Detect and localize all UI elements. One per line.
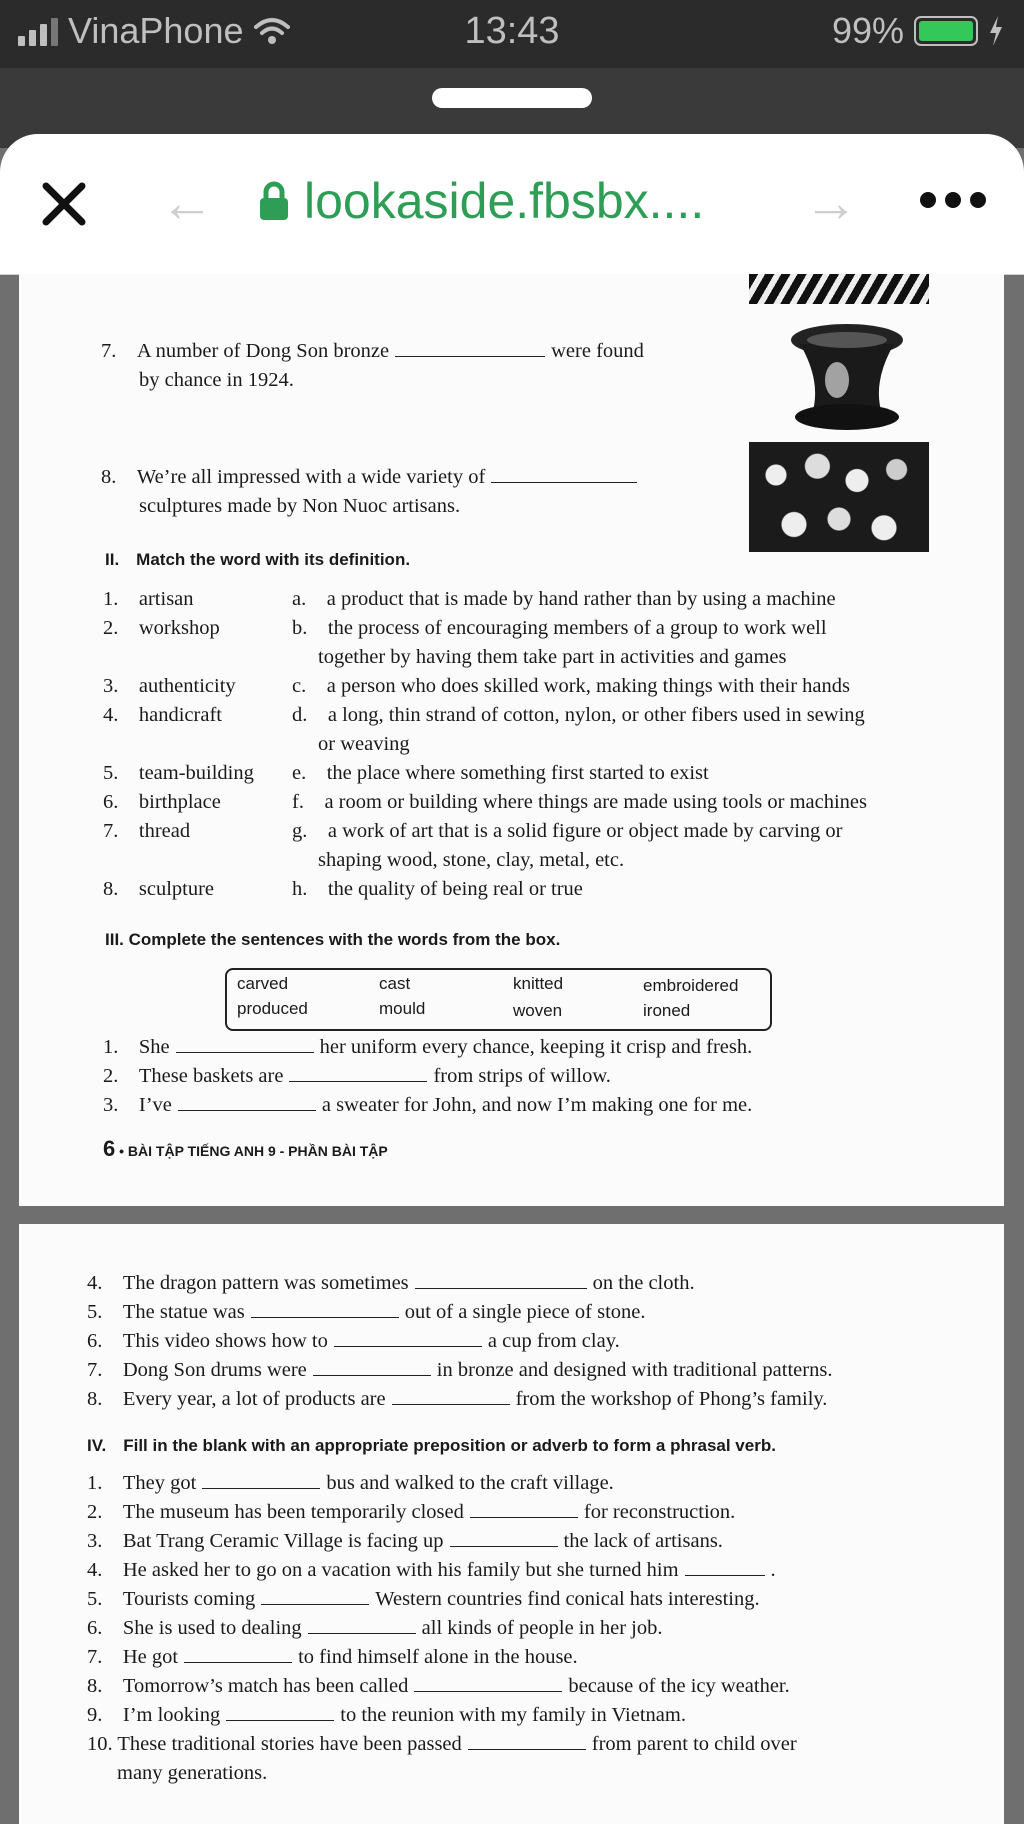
sentence-end: . — [770, 1559, 776, 1581]
box-word: cast — [379, 974, 411, 993]
exercise-sentence — [87, 1328, 620, 1354]
answer-blank — [176, 1036, 314, 1053]
sentence-start: 5. Tourists coming — [87, 1588, 256, 1610]
sentence-8-text: 8. We’re all impressed with a wide variety of — [101, 466, 486, 488]
match-word: 6. birthplace — [103, 791, 221, 813]
match-word: 8. sculpture — [103, 878, 215, 900]
sentence-7-line2: by chance in 1924. — [139, 369, 294, 391]
answer-blank — [395, 340, 545, 357]
sentence-end: to the reunion with my family in Vietnam. — [340, 1704, 686, 1726]
match-word: 4. handicraft — [103, 704, 222, 726]
answer-blank — [685, 1559, 765, 1576]
match-definition: a. a product that is made by hand rather than by using a machine — [292, 588, 836, 610]
browser-toolbar — [0, 134, 1024, 275]
sentence-end: her uniform every chance, keeping it crisp and fresh. — [319, 1036, 753, 1058]
more-icon — [920, 192, 936, 208]
answer-blank — [450, 1530, 558, 1547]
sentence-start: 8. Tomorrow’s match has been called — [87, 1675, 409, 1697]
sentence-end: a cup from clay. — [487, 1330, 620, 1352]
exercise-sentence — [103, 1063, 611, 1089]
sentence-end: to find himself alone in the house. — [298, 1646, 578, 1668]
sentence-start: 3. Bat Trang Ceramic Village is facing up — [87, 1530, 444, 1552]
answer-blank — [468, 1733, 586, 1750]
sentence-end: out of a single piece of stone. — [404, 1301, 646, 1323]
url-text: lookaside.fbsbx.... — [304, 173, 705, 229]
box-word: embroidered — [643, 976, 739, 995]
section-2-heading: II. Match the word with its definition. — [105, 550, 411, 569]
sentence-start: 2. The museum has been temporarily closed — [87, 1501, 464, 1523]
sentence-start: 8. Every year, a lot of products are — [87, 1388, 386, 1410]
answer-blank — [202, 1472, 320, 1489]
answer-blank — [251, 1301, 399, 1318]
answer-blank — [415, 1272, 587, 1289]
phrasal-sentence — [87, 1615, 663, 1641]
exercise-sentence — [87, 1270, 695, 1296]
box-word: woven — [513, 1001, 563, 1020]
answer-blank — [308, 1617, 416, 1634]
bronze-drum-photo — [782, 322, 912, 430]
artifact-photo-top — [749, 274, 929, 304]
sentence-end: a sweater for John, and now I’m making one for me. — [321, 1094, 753, 1116]
box-word: produced — [237, 999, 308, 1018]
sentence-start: 3. I’ve — [103, 1094, 172, 1116]
lock-icon — [258, 181, 290, 221]
phrasal-sentence — [87, 1557, 776, 1583]
section-4-heading: IV. Fill in the blank with an appropriate preposition or adverb to form a phrasal verb. — [87, 1436, 776, 1455]
sentence-start: 9. I’m looking — [87, 1704, 221, 1726]
answer-blank — [289, 1065, 427, 1082]
match-definition: c. a person who does skilled work, making things with their hands — [292, 675, 850, 697]
sentence-start: 4. The dragon pattern was sometimes — [87, 1272, 409, 1294]
answer-blank — [261, 1588, 369, 1605]
page-footer — [103, 1136, 388, 1162]
match-definition-cont: shaping wood, stone, clay, metal, etc. — [318, 849, 625, 871]
exercise-sentence — [103, 1034, 752, 1060]
phrasal-sentence — [87, 1731, 797, 1757]
sentence-start: 6. This video shows how to — [87, 1330, 328, 1352]
sentence-end: Western countries find conical hats interesting. — [375, 1588, 760, 1610]
match-word: 2. workshop — [103, 617, 220, 639]
page-number: 6 — [103, 1136, 116, 1161]
sentence-end: from strips of willow. — [433, 1065, 611, 1087]
sentence-end: because of the icy weather. — [568, 1675, 790, 1697]
battery-percent: 99% — [831, 10, 904, 51]
match-definition-cont: together by having them take part in activities and games — [318, 646, 787, 668]
phrasal-sentence — [87, 1644, 578, 1670]
answer-blank — [491, 466, 637, 483]
sentence-start: 1. She — [103, 1036, 170, 1058]
sentence-end: on the cloth. — [592, 1272, 695, 1294]
battery-group — [832, 10, 1004, 52]
exercise-sentence — [103, 1092, 752, 1118]
match-definition-cont: or weaving — [318, 733, 410, 755]
box-word: mould — [379, 999, 426, 1018]
phrasal-sentence — [87, 1528, 723, 1554]
sentence-start: 4. He asked her to go on a vacation with his family but she turned him — [87, 1559, 679, 1581]
book-title: • BÀI TẬP TIẾNG ANH 9 - PHẦN BÀI TẬP — [119, 1143, 388, 1159]
section-3-heading: III. Complete the sentences with the words from the box. — [105, 930, 561, 949]
phrasal-sentence — [87, 1470, 614, 1496]
forward-button[interactable] — [804, 173, 858, 233]
sentence-7-text-end: were found — [551, 340, 644, 362]
sentence-end: bus and walked to the craft village. — [326, 1472, 614, 1494]
sentence-start: 1. They got — [87, 1472, 197, 1494]
carrier-label: VinaPhone — [68, 10, 244, 51]
sentence-7 — [101, 338, 644, 364]
clock: 13:43 — [464, 10, 560, 52]
phrasal-sentence — [87, 1702, 686, 1728]
answer-blank — [334, 1330, 482, 1347]
phrasal-sentence — [87, 1499, 735, 1525]
sentence-start: 5. The statue was — [87, 1301, 245, 1323]
phrasal-sentence-cont: many generations. — [117, 1762, 268, 1784]
back-button[interactable] — [160, 173, 214, 233]
answer-blank — [414, 1675, 562, 1692]
sentence-end: in bronze and designed with traditional patterns. — [436, 1359, 833, 1381]
answer-blank — [470, 1501, 578, 1518]
back-arrow-icon: ← — [160, 173, 214, 233]
sentence-end: for reconstruction. — [583, 1501, 736, 1523]
close-icon — [40, 180, 88, 228]
sentence-start: 7. Dong Son drums were — [87, 1359, 307, 1381]
match-definition: e. the place where something first started to exist — [292, 762, 709, 784]
phrasal-sentence — [87, 1586, 760, 1612]
box-word: knitted — [513, 974, 564, 993]
address-bar[interactable] — [258, 172, 704, 230]
match-definition: d. a long, thin strand of cotton, nylon, or other fibers used in sewing — [292, 704, 865, 726]
match-definition: g. a work of art that is a solid figure or object made by carving or — [292, 820, 843, 842]
exercise-sentence — [87, 1299, 646, 1325]
sentence-7-text: 7. A number of Dong Son bronze — [101, 340, 390, 362]
phrasal-sentence — [87, 1673, 790, 1699]
document-page-1 — [19, 274, 1004, 1206]
sentence-start: 6. She is used to dealing — [87, 1617, 302, 1639]
answer-blank — [178, 1094, 316, 1111]
match-definition: b. the process of encouraging members of a group to work well — [292, 617, 827, 639]
sheet-grabber[interactable] — [432, 88, 592, 108]
exercise-sentence — [87, 1386, 827, 1412]
sentence-end: the lack of artisans. — [563, 1530, 723, 1552]
box-word: ironed — [643, 1001, 691, 1020]
sentence-end: all kinds of people in her job. — [421, 1617, 663, 1639]
more-button[interactable] — [920, 192, 986, 208]
charging-bolt-icon — [988, 16, 1004, 46]
match-word: 5. team-building — [103, 762, 254, 784]
sentence-8 — [101, 464, 643, 490]
box-word: carved — [237, 974, 289, 993]
close-button[interactable] — [34, 174, 94, 234]
exercise-sentence — [87, 1357, 832, 1383]
answer-blank — [313, 1359, 431, 1376]
answer-blank — [392, 1388, 510, 1405]
match-word: 7. thread — [103, 820, 191, 842]
document-page-2 — [19, 1224, 1004, 1824]
battery-icon — [914, 16, 978, 46]
sentence-8-line2: sculptures made by Non Nuoc artisans. — [139, 495, 461, 517]
answer-blank — [226, 1704, 334, 1721]
status-bar — [0, 0, 1024, 68]
word-box — [225, 968, 772, 1031]
match-definition: h. the quality of being real or true — [292, 878, 583, 900]
answer-blank — [184, 1646, 292, 1663]
match-word: 1. artisan — [103, 588, 194, 610]
sentence-start: 2. These baskets are — [103, 1065, 284, 1087]
match-word: 3. authenticity — [103, 675, 236, 697]
sentence-end: from the workshop of Phong’s family. — [515, 1388, 828, 1410]
sculptures-photo — [749, 442, 929, 552]
forward-arrow-icon: → — [804, 173, 858, 233]
sentence-end: from parent to child over — [591, 1733, 797, 1755]
match-definition: f. a room or building where things are made using tools or machines — [292, 791, 868, 813]
sentence-start: 7. He got — [87, 1646, 179, 1668]
sentence-start: 10. These traditional stories have been passed — [87, 1733, 462, 1755]
